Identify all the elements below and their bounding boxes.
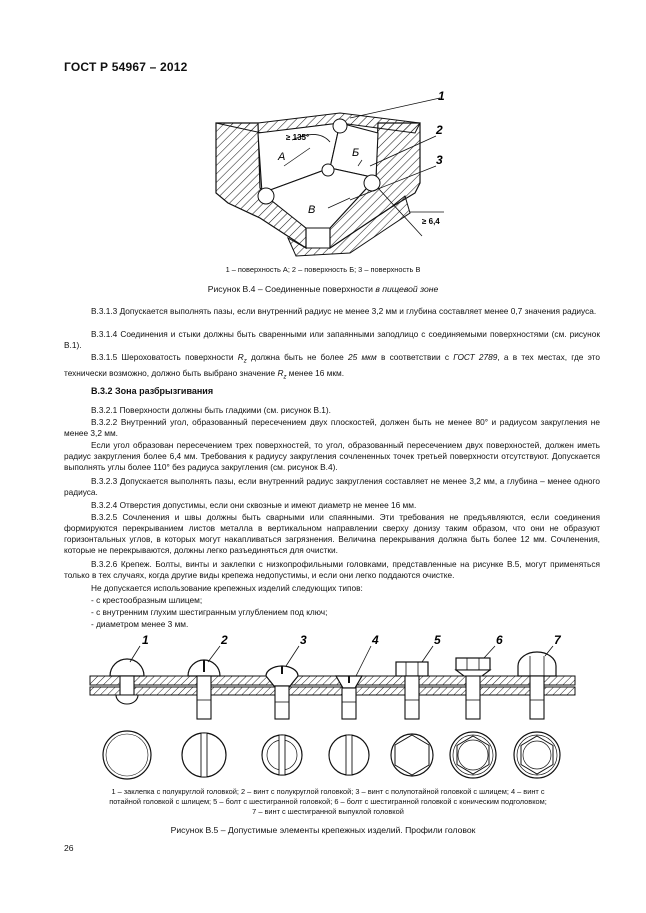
para-b3-1-5 bbox=[64, 352, 600, 383]
top-view-7 bbox=[514, 732, 560, 778]
top-view-2 bbox=[182, 733, 226, 777]
callout-6: 6 bbox=[496, 633, 503, 647]
para-b3-2-2-text: В.3.2.2 Внутренний угол, образованный пересечением двух плоскостей, должен быть не менее 80° и радиусом закругления не менее 3,2 мм. bbox=[64, 417, 600, 438]
top-view-5 bbox=[391, 734, 433, 776]
para-b3-1-4-text: В.3.1.4 Соединения и стыки должны быть сваренными или запаянными заподлицо с соединяемыми поверхностями (см. рисунок В.1). bbox=[64, 329, 600, 350]
document-header: ГОСТ Р 54967 – 2012 bbox=[64, 60, 188, 74]
fastener-4-screw bbox=[336, 676, 362, 719]
para-b3-2-4 bbox=[64, 500, 600, 511]
figure-b5-legend bbox=[58, 787, 598, 817]
para-b3-2-4-text: В.3.2.4 Отверстия допустимы, если они сквозные и имеют диаметр не менее 16 мм. bbox=[91, 500, 417, 510]
para-not-allowed bbox=[64, 583, 600, 594]
figure-b4-caption-main: Рисунок В.4 – Соединенные поверхности bbox=[207, 284, 376, 294]
p-d: в соответствии с bbox=[376, 352, 454, 362]
callout-7: 7 bbox=[554, 633, 561, 647]
figure-b4-drawing bbox=[200, 88, 470, 263]
para-b3-2-3-text: В.3.2.3 Допускается выполнять пазы, если внутренний радиус закругления составляет не менее 3,2 мм, а глубина – менее одного радиуса. bbox=[64, 476, 600, 497]
para-not-allowed-text: Не допускается использование крепежных изделий следующих типов: bbox=[91, 583, 363, 593]
para-b3-1-3 bbox=[64, 306, 600, 317]
legend-line: 1 – заклепка с полукруглой головкой; 2 – винт с полукруглой головкой; 3 – винт с полупотайной головкой с шлицем; 4 – винт с bbox=[111, 787, 545, 796]
p-c: 25 мкм bbox=[348, 352, 377, 362]
para-b3-1-4 bbox=[64, 329, 600, 351]
callout-2: 2 bbox=[221, 633, 228, 647]
figure-b5-drawing bbox=[80, 630, 580, 785]
para-b3-2-2-cont bbox=[64, 440, 600, 473]
callout-5: 5 bbox=[434, 633, 441, 647]
para-b3-2-6 bbox=[64, 559, 600, 581]
para-b3-2-1 bbox=[64, 405, 600, 416]
para-b3-2-2 bbox=[64, 417, 600, 439]
section-title-b3-2: В.3.2 Зона разбрызгивания bbox=[91, 386, 214, 396]
para-b3-2-3 bbox=[64, 476, 600, 498]
legend-line: потайной головкой с шлицем; 5 – болт с шестигранной головкой; 6 – болт с шестигранной головкой с коническим подголовком; bbox=[109, 797, 547, 806]
surface-a-label: А bbox=[278, 151, 286, 163]
p-a: В.3.1.5 Шероховатость поверхности bbox=[91, 352, 238, 362]
para-b3-2-1-text: В.3.2.1 Поверхности должны быть гладкими (см. рисунок В.1). bbox=[91, 405, 331, 415]
para-b3-1-3-text: В.3.1.3 Допускается выполнять пазы, если внутренний радиус не менее 3,2 мм и глубина составляет менее 0,7 значения радиуса. bbox=[91, 306, 597, 316]
figure-b4-caption-italic: в пищевой зоне bbox=[375, 284, 439, 294]
p-b: должна быть не более bbox=[246, 352, 348, 362]
figure-b4-caption bbox=[60, 284, 586, 294]
gost-ref: ГОСТ 2789 bbox=[453, 352, 498, 362]
para-b3-2-5 bbox=[64, 512, 600, 556]
plate-bottom bbox=[90, 687, 575, 695]
list-item: - диаметром менее 3 мм. bbox=[91, 619, 189, 629]
p-f: , а в тех местах, где это технически возможно, должно быть выбрано значение bbox=[64, 352, 600, 378]
callout-2: 2 bbox=[436, 123, 443, 137]
para-b3-2-6-text: В.3.2.6 Крепеж. Болты, винты и заклепки с низкопрофильными головками, представленные на рисунке В.5, могут применяться только в тех случаях, когда другие виды крепежа недопустимы, и если они легко поддаются очистке. bbox=[64, 559, 600, 580]
callout-3: 3 bbox=[436, 153, 443, 167]
page-number: 26 bbox=[64, 843, 74, 853]
roughness-label: ≥ 6,4 bbox=[422, 217, 440, 226]
list-item: - с внутренним глухим шестигранным углублением под ключ; bbox=[91, 607, 328, 617]
list-item: - с крестообразным шлицем; bbox=[91, 595, 203, 605]
plate-top bbox=[90, 676, 575, 685]
rz-sub: z bbox=[243, 358, 247, 365]
callout-1: 1 bbox=[438, 89, 445, 103]
rz-symbol: R bbox=[237, 352, 244, 362]
rz-symbol-2: R bbox=[277, 367, 284, 378]
legend-line: 7 – винт с шестигранной выпуклой головкой bbox=[252, 807, 404, 816]
figure-b4-legend: 1 – поверхность А; 2 – поверхность Б; 3 – поверхность В bbox=[225, 265, 421, 274]
figure-b5-caption: Рисунок В.5 – Допустимые элементы крепежных изделий. Профили головок bbox=[170, 825, 476, 835]
top-view-1 bbox=[103, 731, 151, 779]
angle-label: ≥ 135° bbox=[286, 133, 310, 142]
surface-b-label: Б bbox=[352, 147, 360, 159]
p-g: менее 16 мкм. bbox=[286, 367, 345, 378]
top-view-6 bbox=[450, 732, 496, 778]
top-view-4 bbox=[329, 735, 369, 775]
callout-4: 4 bbox=[372, 633, 379, 647]
callout-3: 3 bbox=[300, 633, 307, 647]
callout-1: 1 bbox=[142, 633, 149, 647]
para-b3-2-2-cont-text: Если угол образован пересечением трех поверхностей, то угол, образованный пересечением двух поверхностей, должен иметь радиус закругления более 6,4 мм. Требования к радиусу закругления сочлененных точек третьей поверхности отсутствуют. Допускается выполнять углы более 110° без радиуса закругления (см. рисунок В.4). bbox=[64, 440, 600, 472]
surface-v-label: В bbox=[308, 204, 316, 216]
top-view-3 bbox=[262, 735, 302, 775]
callout-1-leader bbox=[350, 98, 440, 118]
para-b3-2-5-text: В.3.2.5 Сочленения и швы должны быть сварными или спаянными. Эти требования не предъявляются, если соединения формируются перекрыванием листов металла в вертикальном направлении сверху донизу таким образом, что они не образуют горизонтальных углов, в которых могут накапливаться загрязнения. Величина перекрывания должна быть более 12 мм. Сочленения, которые не перекрываются, должны легко разъединяться для очистки. bbox=[64, 512, 600, 555]
rz-sub-2: z bbox=[283, 374, 287, 381]
